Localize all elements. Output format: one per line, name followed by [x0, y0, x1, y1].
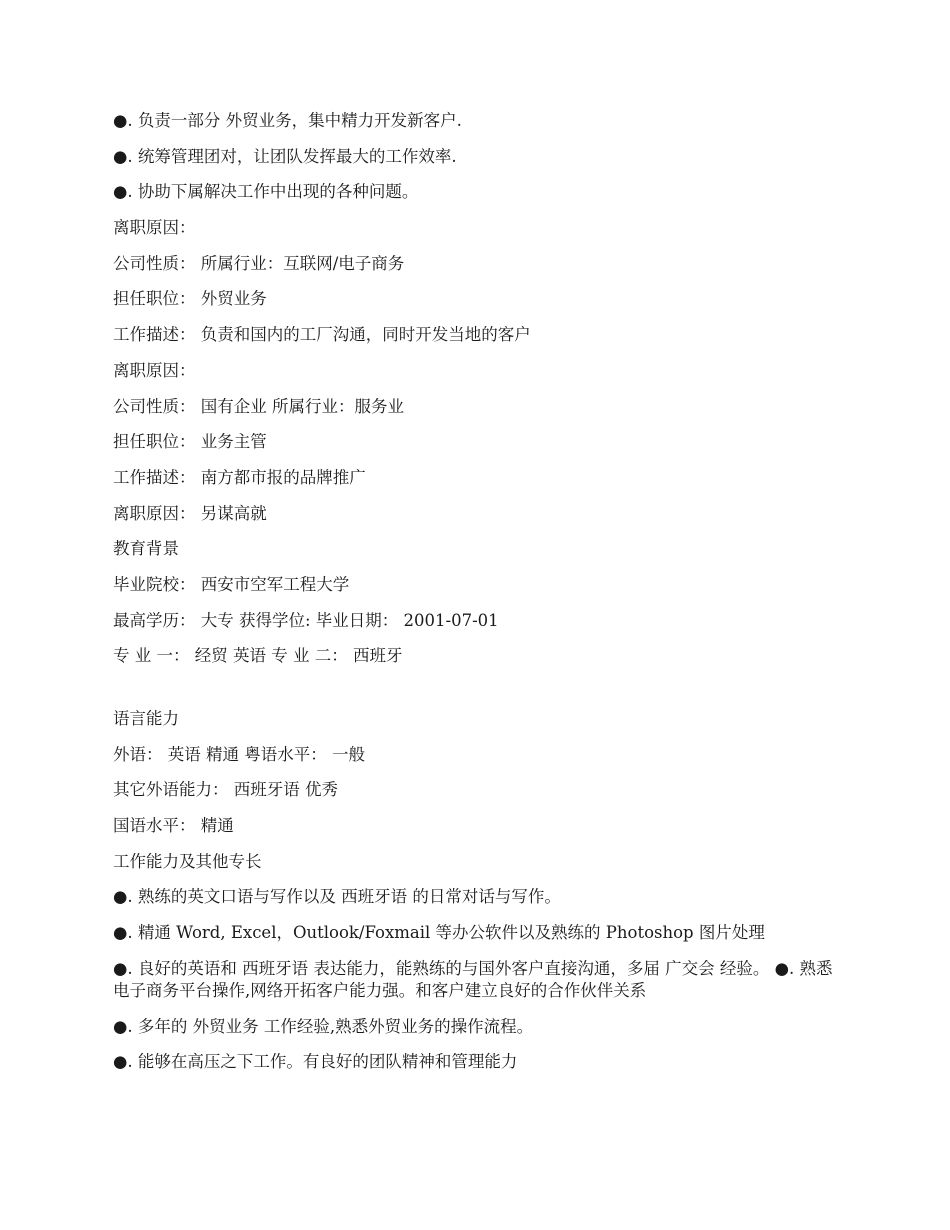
skill-item-pressure: ●. 能够在高压之下工作。有良好的团队精神和管理能力	[113, 1052, 518, 1072]
resume-page	[113, 110, 833, 1087]
duty-item-problem-solving: ●. 协助下属解决工作中出现的各种问题。	[113, 182, 419, 202]
company-nature-3: 公司性质： 国有企业 所属行业：服务业	[113, 396, 404, 416]
other-foreign-language: 其它外语能力： 西班牙语 优秀	[113, 780, 338, 800]
skill-item-office-software: ●. 精通 Word, Excel，Outlook/Foxmail 等办公软件以及熟练的 Photoshop 图片处理	[113, 923, 765, 943]
duty-item-new-clients: ●. 负责一部分 外贸业务，集中精力开发新客户.	[113, 111, 462, 130]
skill-item-language: ●. 熟练的英文口语与写作以及 西班牙语 的日常对话与写作。	[113, 887, 561, 907]
position-3: 担任职位： 业务主管	[113, 432, 267, 452]
leave-reason-1: 离职原因：	[113, 218, 196, 238]
section-heading-language: 语言能力	[113, 709, 179, 728]
leave-reason-2: 离职原因：	[113, 360, 196, 380]
duty-item-team-management: ●. 统筹管理团对，让团队发挥最大的工作效率.	[113, 146, 457, 166]
job-description-3: 工作描述： 南方都市报的品牌推广	[113, 467, 366, 487]
section-heading-skills: 工作能力及其他专长	[113, 851, 262, 871]
position-2: 担任职位： 外贸业务	[113, 289, 267, 309]
mandarin-level: 国语水平： 精通	[113, 816, 234, 836]
section-heading-education: 教育背景	[113, 539, 179, 559]
foreign-language: 外语： 英语 精通 粤语水平： 一般	[113, 744, 365, 764]
job-description-2: 工作描述： 负责和国内的工厂沟通，同时开发当地的客户	[113, 325, 531, 345]
majors: 专 业 一： 经贸 英语 专 业 二： 西班牙	[113, 646, 403, 666]
highest-degree: 最高学历： 大专 获得学位: 毕业日期： 2001-07-01	[113, 610, 499, 630]
company-nature-2: 公司性质： 所属行业：互联网/电子商务	[113, 253, 405, 273]
graduated-school: 毕业院校： 西安市空军工程大学	[113, 574, 350, 594]
skill-item-experience: ●. 多年的 外贸业务 工作经验,熟悉外贸业务的操作流程。	[113, 1016, 534, 1036]
leave-reason-3: 离职原因： 另谋高就	[113, 503, 267, 523]
skill-item-communication: ●. 良好的英语和 西班牙语 表达能力，能熟练的与国外客户直接沟通，多届 广交会 经验。 ●. 熟悉电子商务平台操作,网络开拓客户能力强。和客户建立良好的合作伙伴关系	[113, 958, 833, 1000]
section-spacer	[113, 681, 833, 708]
